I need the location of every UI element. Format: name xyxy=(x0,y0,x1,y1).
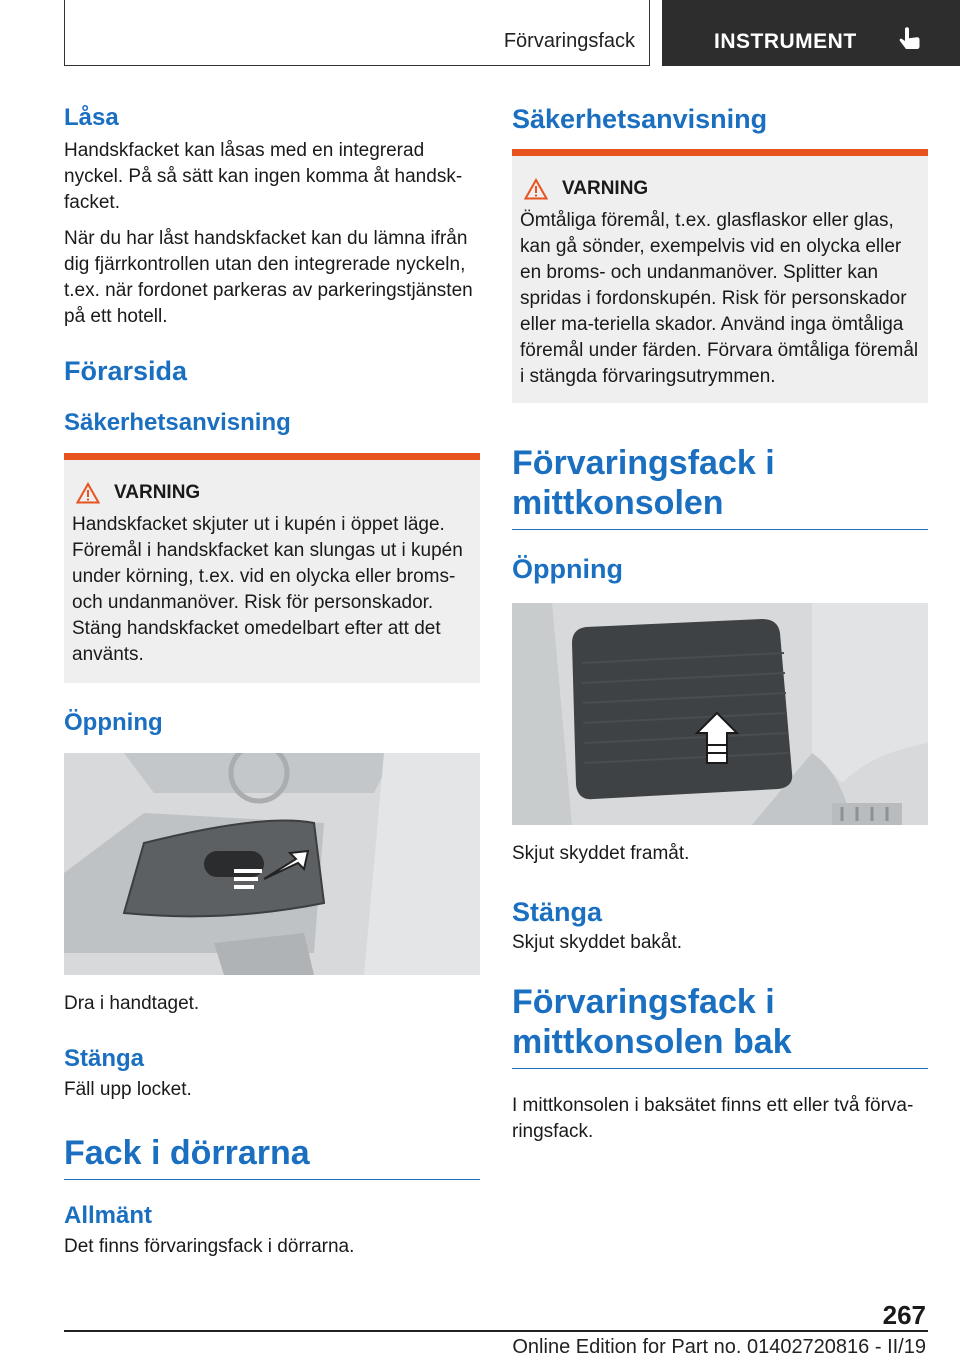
forarsida-heading: Förarsida xyxy=(64,356,188,386)
rear-console-heading: Förvaringsfack i mittkonsolen bak xyxy=(512,982,928,1069)
right-closing-text: Skjut skyddet bakåt. xyxy=(512,932,683,953)
left-column xyxy=(64,100,480,1270)
right-column xyxy=(512,100,928,1155)
header-frame xyxy=(64,0,650,66)
chapter-tab-label: INSTRUMENT xyxy=(714,30,857,53)
console-illustration xyxy=(512,603,928,825)
lasa-heading: Låsa xyxy=(64,104,119,131)
safety-heading: Säkerhetsanvisning xyxy=(64,409,291,436)
section-title: Förvaringsfack xyxy=(503,30,635,52)
warning-label: VARNING xyxy=(114,482,201,503)
right-opening-caption: Skjut skyddet framåt. xyxy=(512,843,690,864)
lasa-paragraph-1: Handskfacket kan låsas med en integrerad nyckel. På så sätt kan ingen komma åt handsk-facket. xyxy=(64,140,463,213)
right-safety-heading: Säkerhetsanvisning xyxy=(512,104,768,134)
opening-caption: Dra i handtaget. xyxy=(64,993,200,1014)
general-text: Det finns förvaringsfack i dörrarna. xyxy=(64,1236,355,1257)
footer-rule xyxy=(64,1330,928,1332)
closing-text: Fäll upp locket. xyxy=(64,1079,192,1100)
right-warning-title xyxy=(524,178,920,200)
pointing-hand-icon xyxy=(896,26,924,54)
right-opening-heading: Öppning xyxy=(512,554,623,584)
closing-heading: Stänga xyxy=(64,1045,145,1072)
right-warning-label: VARNING xyxy=(562,178,649,199)
right-warning-box xyxy=(512,149,928,403)
console-heading: Förvaringsfack i mittkonsolen xyxy=(512,443,928,530)
glovebox-illustration-graphic xyxy=(64,753,480,975)
glovebox-illustration xyxy=(64,753,480,975)
warning-title xyxy=(76,482,472,504)
right-warning-text: Ömtåliga föremål, t.ex. glasflaskor eller glas, kan gå sönder, exempelvis vid en olycka eller en broms- och undanmanöver. Splitter kan spridas i fordonskupén. Risk för personskador eller ma-teriella skador. Använd inga ömtåliga föremål under färden. Förvara ömtåliga föremål i stängda förvaringsutrymmen. xyxy=(520,210,919,387)
rear-console-text: I mittkonsolen i baksätet finns ett eller två förva-ringsfack. xyxy=(512,1095,914,1142)
warning-triangle-icon xyxy=(76,482,100,504)
warning-triangle-icon xyxy=(524,178,548,200)
warning-box xyxy=(64,453,480,683)
console-illustration-graphic xyxy=(512,603,928,825)
warning-text: Handskfacket skjuter ut i kupén i öppet läge. Föremål i handskfacket kan slungas ut i kupén under körning, t.ex. vid en olycka eller broms- och undanmanöver. Risk för personskador. Stäng handskfacket omedelbart efter att det använts. xyxy=(72,514,463,665)
opening-heading: Öppning xyxy=(64,709,163,736)
general-heading: Allmänt xyxy=(64,1202,153,1229)
chapter-tab[interactable] xyxy=(662,0,960,66)
edition-footer: Online Edition for Part no. 01402720816 - II/19 xyxy=(512,1336,926,1358)
lasa-paragraph-2: När du har låst handskfacket kan du lämna ifrån dig fjärrkontrollen utan den integrerade nyckeln, t.ex. när fordonet parkeras av parkeringstjänsten på ett hotell. xyxy=(64,228,473,327)
doors-heading: Fack i dörrarna xyxy=(64,1133,480,1180)
right-closing-heading: Stänga xyxy=(512,897,603,927)
page-number: 267 xyxy=(882,1300,926,1330)
